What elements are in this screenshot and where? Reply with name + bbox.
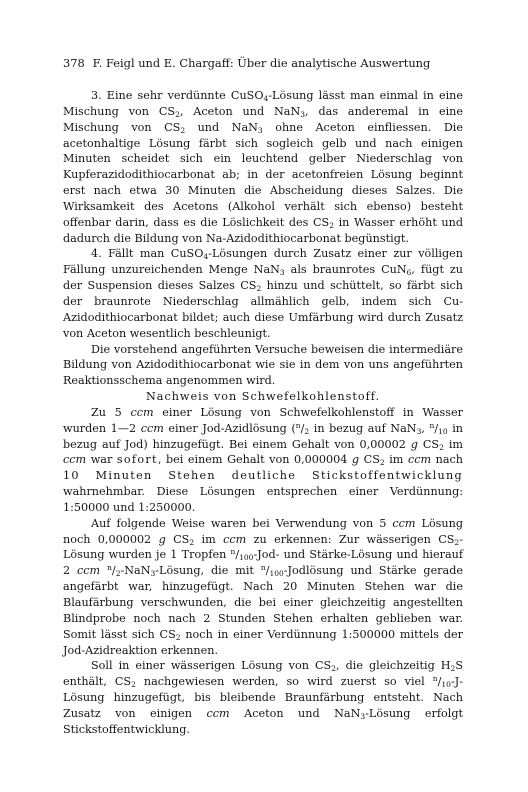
running-header (63, 56, 463, 70)
paragraph-experiment-1: Zu 5 ccm einer Lösung von Schwefelkohlenstoff in Wasser wurden 1—2 ccm einer Jod-Azidlösung ($^n/_2$ in bezug auf NaN$_3$, $^n/_{10}$ in bezug auf Jod) hinzugefügt. Bei einem Gehalt von 0,00002 g $CS_2$ im ccm war sofort, bei einem Gehalt von 0,000004 g $CS_2$ im ccm nach 10 Minuten Stehen deutliche Stickstoffentwicklung wahrnehmbar. Diese Lösungen entsprechen einer Verdünnung: 1:50000 und 1:250000. (63, 405, 464, 514)
paragraph-conclusion: Die vorstehend angeführten Versuche beweisen die intermediäre Bildung von Azidodithiocarbonat wie sie in dem von uns angeführten Reaktionsschema angenommen wird. (63, 342, 463, 388)
page-number: 378 (63, 56, 85, 70)
running-title: F. Feigl und E. Chargaff: Über die analytische Auswertung (92, 56, 431, 70)
paragraph-h2s-note: Soll in einer wässerigen Lösung von $CS_2$, die gleichzeitig $H_2S$ enthält, $CS_2$ nachgewiesen werden, so wird zuerst so viel $^n/_{10}-J$-Lösung hinzugefügt, bis bleibende Braunfärbung entsteht. Nach Zusatz von einigen ccm Aceton und NaN$_3$-Lösung erfolgt Stickstoffentwicklung. (63, 659, 463, 736)
paragraph-4: 4. Fällt man CuSO$_4$-Lösungen durch Zusatz einer zur völligen Fällung unzureichenden Menge NaN$_3$ als braunrotes CuN$_6$, fügt zu der Suspension dieses Salzes $CS_2$ hinzu und schüttelt, so färbt sich der braunrote Niederschlag allmählich gelb, indem sich Cu-Azidodithiocarbonat bildet; auch diese Umfärbung wird durch Zusatz von Aceton wesentlich beschleunigt. (63, 247, 463, 340)
paragraph-experiment-2: Auf folgende Weise waren bei Verwendung von 5 ccm Lösung noch 0,000002 g $CS_2$ im ccm zu erkennen: Zur wässerigen $CS_2$-Lösung wurden je 1 Tropfen $^n/_{100}-Jod-$ und Stärke-Lösung und hierauf 2 ccm $^n/_2-NaN_3$-Lösung, die mit $^n/_{100}$-Jodlösung und Stärke gerade angefärbt war, hinzugefügt. Nach 20 Minuten Stehen war die Blaufärbung verschwunden, die bei einer gleichzeitig angestellten Blindprobe noch nach 2 Stunden Stehen erhalten geblieben war. Somit lässt sich $CS_2$ noch in einer Verdünnung 1:500000 mittels der Jod-Azidreaktion erkennen. (63, 516, 463, 657)
paragraph-3: 3. Eine sehr verdünnte CuSO$_4$-Lösung lässt man einmal in eine Mischung von $CS_2$, Aceton und NaN$_3$, das anderemal in eine Mischung von $CS_2$ und NaN$_3$ ohne Aceton einfliessen. Die acetonhaltige Lösung färbt sich sogleich gelb und nach einigen Minuten scheidet sich ein leuchtend gelber Niederschlag von Kupferazidodithiocarbonat ab; in der acetonfreien Lösung beginnt erst nach etwa 30 Minuten die Abscheidung dieses Salzes. Die Wirksamkeit des Acetons (Alkohol verhält sich ebenso) besteht offenbar darin, dass es die Löslichkeit des $CS_2$ in Wasser erhöht und dadurch die Bildung von Na-Azidodithiocarbonat begünstigt. (63, 89, 463, 245)
page-body (63, 88, 463, 738)
section-heading: Nachweis von Schwefelkohlenstoff. (145, 390, 381, 404)
